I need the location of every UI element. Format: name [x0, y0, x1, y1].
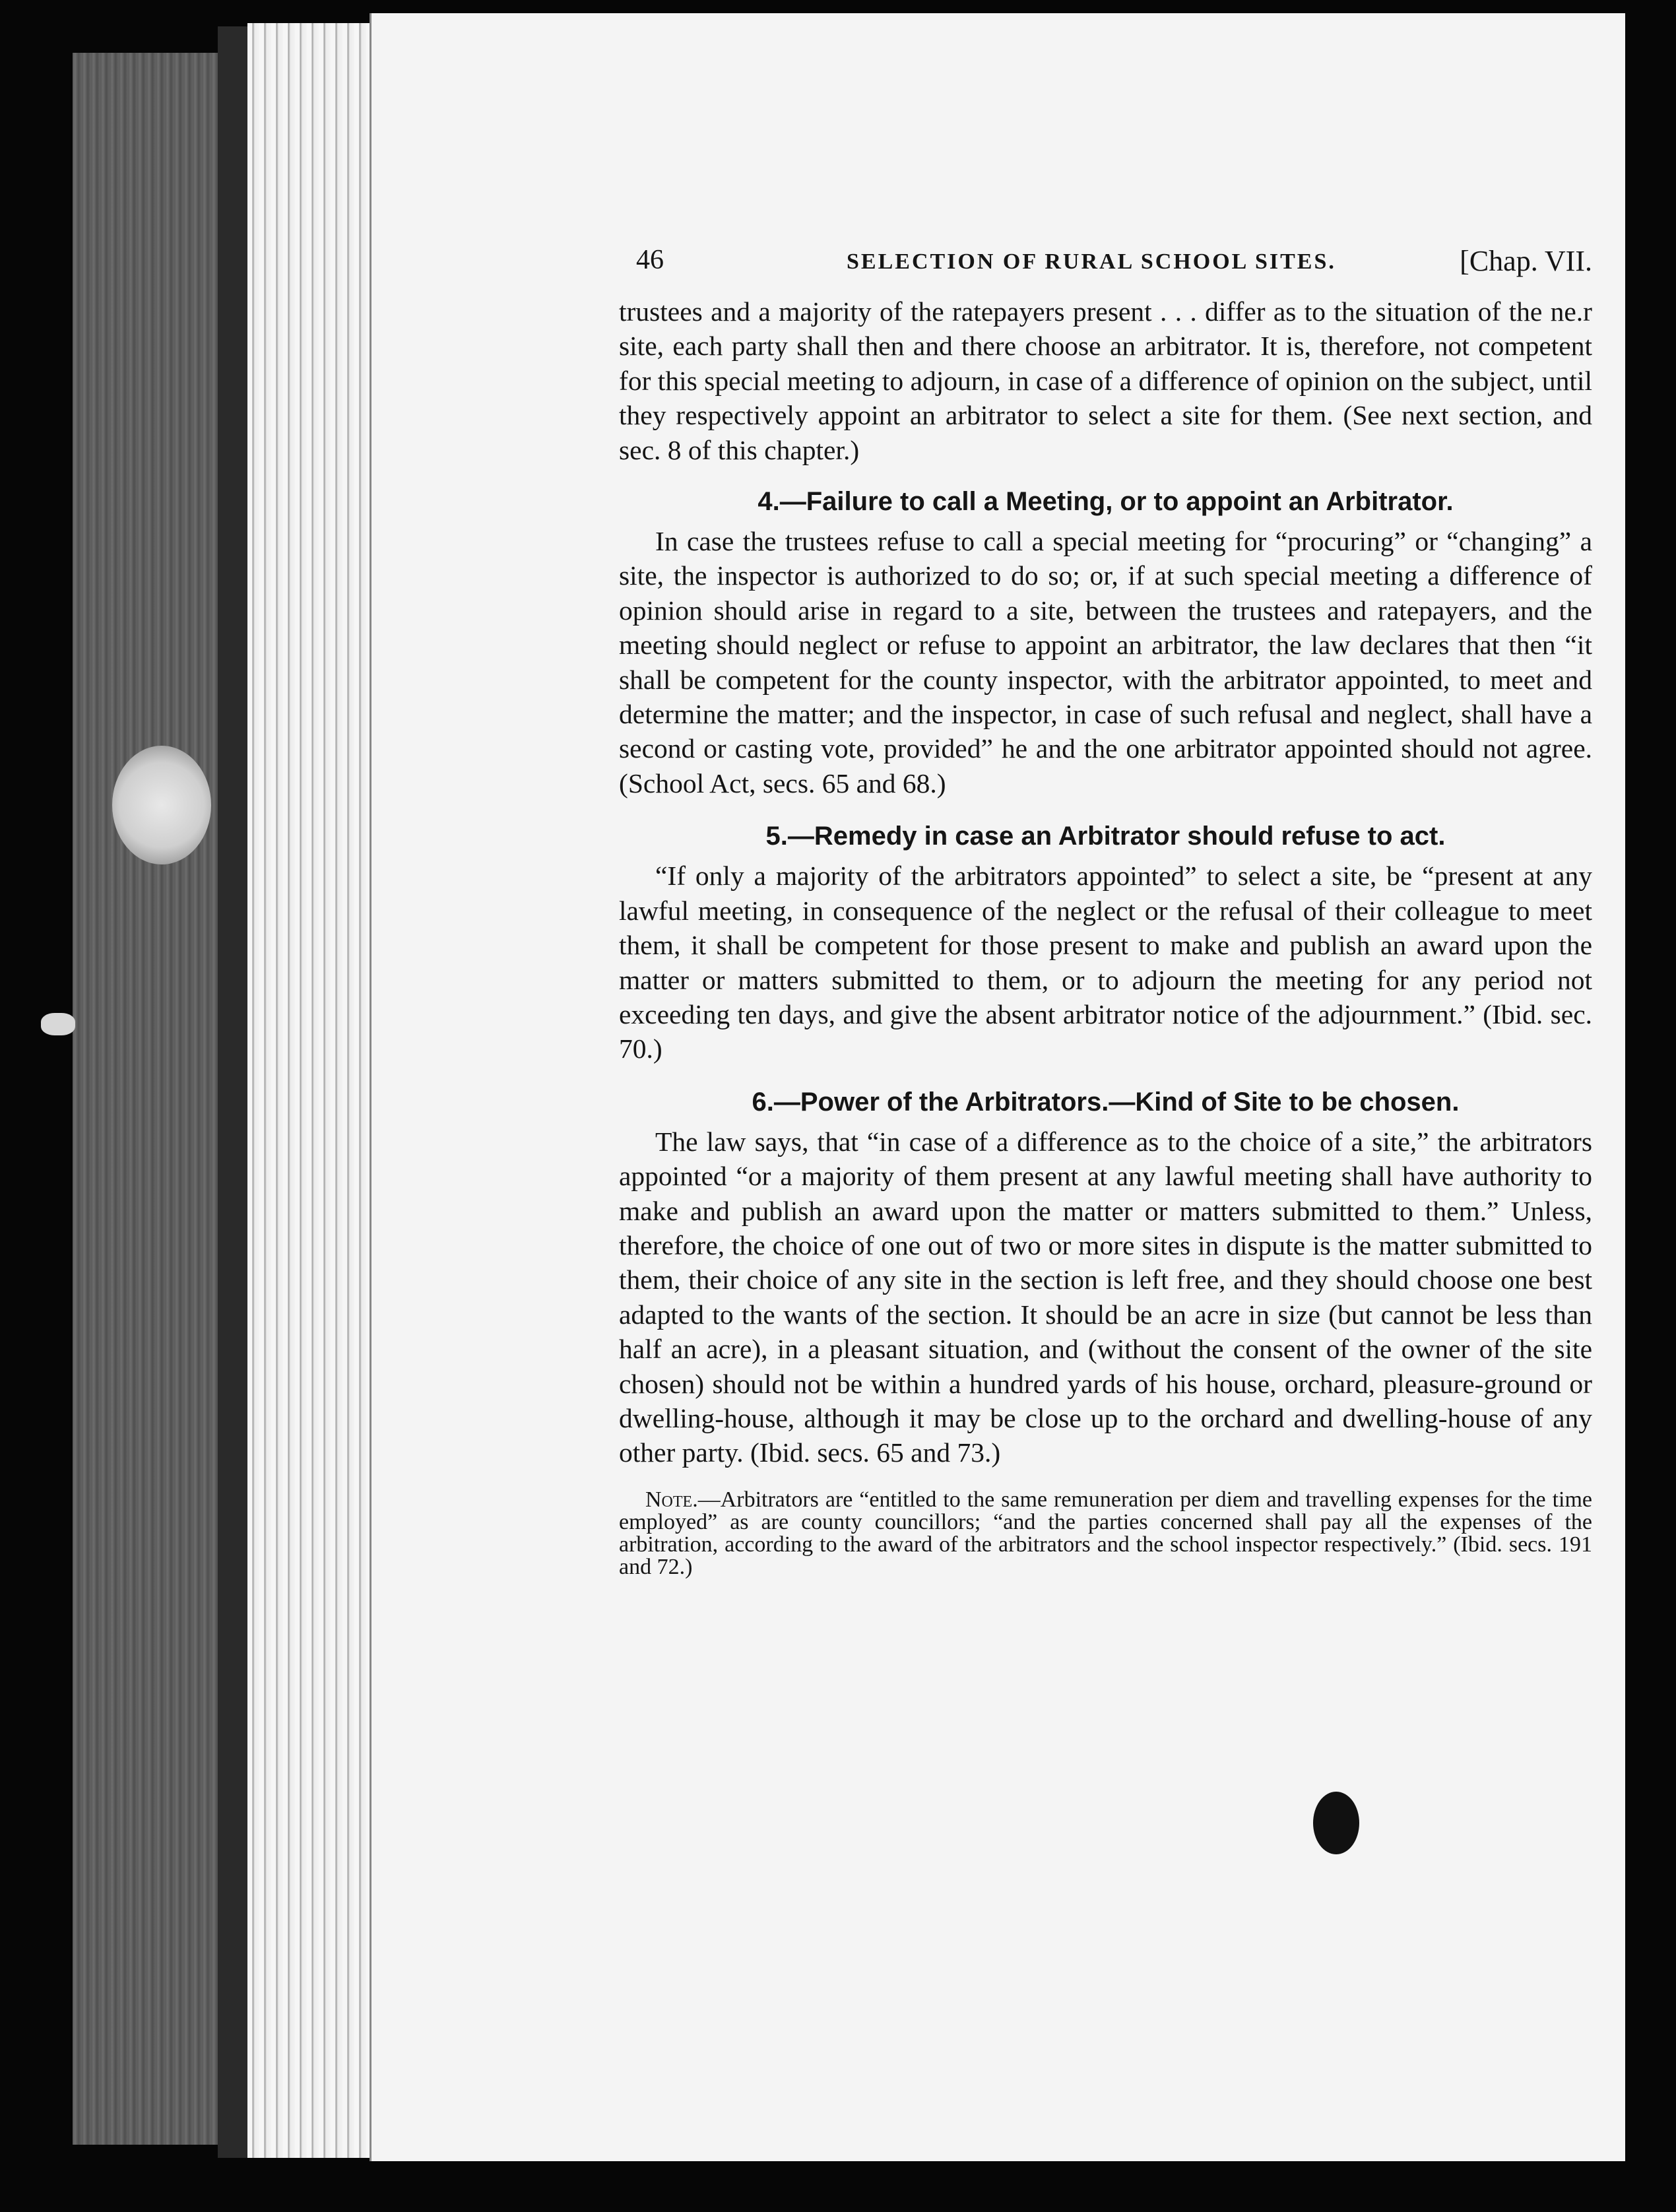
section-4-paragraph: In case the trustees refuse to call a special meeting for “procuring” or “changing” a site, the inspector is authorized to do so; or, if at such special meeting a difference of opinion should arise in regard to a site, between the trustees and ratepayers, and the meeting should neglect or refuse to appoint an arbitrator, the law declares that then “it shall be competent for the county inspector, with the arbitrator appointed, to meet and determine the matter; and the inspector, in case of such refusal and neglect, shall have a second or casting vote, provided” he and the one arbitrator appointed should not agree. (School Act, secs. 65 and 68.) — [619, 526, 1592, 798]
cover-stain — [112, 746, 211, 864]
note-text: —Arbitrators are “entitled to the same remuneration per diem and travelling expenses for the time employed” as are county councillors; “and the parties concerned shall pay all the expenses of the arbitration, according to the award of the arbitrators and the school inspector respectively.” (Ibid. secs. 191 and 72.) — [619, 1487, 1592, 1579]
footnote — [619, 1489, 1592, 1578]
section-4-heading: 4.—Failure to call a Meeting, or to appoint an Arbitrator. — [757, 487, 1454, 517]
page-edges — [247, 23, 373, 2158]
note-label: Note. — [645, 1487, 698, 1512]
section-6-paragraph: The law says, that “in case of a difference as to the choice of a site,” the arbitrators appointed “or a majority of them present at any lawful meeting shall have authority to make and publish an award upon the matter or matters submitted to them.” Unless, therefore, the choice of one out of two or more sites in dispute is the matter submitted to them, their choice of any site in the section is left free, and they should choose one best adapted to the wants of the section. It should be an acre in size (but cannot be less than half an acre), in a pleasant situation, and (without the consent of the owner of the site chosen) should not be within a hundred yards of his house, orchard, pleasure-ground or dwelling-house, although it may be close up to the orchard and dwelling-house of any other party. (Ibid. secs. 65 and 73.) — [619, 1126, 1592, 1468]
cover-mark — [41, 1013, 75, 1035]
section-5-heading: 5.—Remedy in case an Arbitrator should refuse to act. — [765, 822, 1446, 851]
page-header — [619, 244, 1592, 290]
running-title: SELECTION OF RURAL SCHOOL SITES. — [847, 249, 1336, 274]
cover-edge — [218, 26, 247, 2158]
paragraph-continued: trustees and a majority of the ratepayers present . . . differ as to the situation of the ne.r site, each party shall then and there choose an arbitrator. It is, therefore, not competent for this special meeting to adjourn, in case of a difference of opinion on the subject, until they respectively appoint an arbitrator to select a site for them. (See next section, and sec. 8 of this chapter.) — [619, 296, 1592, 465]
section-5-paragraph: “If only a majority of the arbitrators appointed” to select a site, be “present at any lawful meeting, in consequence of the neglect or the refusal of their colleague to meet them, it shall be competent for those present to make and publish an award upon the matter or matters submitted to them, or to adjourn the meeting for any period not exceeding ten days, and give the absent arbitrator notice of the adjournment.” (Ibid. sec. 70.) — [619, 861, 1592, 1064]
ink-blot — [1313, 1792, 1359, 1854]
book-cover — [73, 53, 231, 2145]
page-number: 46 — [636, 245, 664, 275]
chapter-label: [Chap. VII. — [1460, 245, 1592, 277]
page-content — [619, 244, 1592, 1578]
section-6-heading: 6.—Power of the Arbitrators.—Kind of Site to be chosen. — [752, 1087, 1460, 1117]
